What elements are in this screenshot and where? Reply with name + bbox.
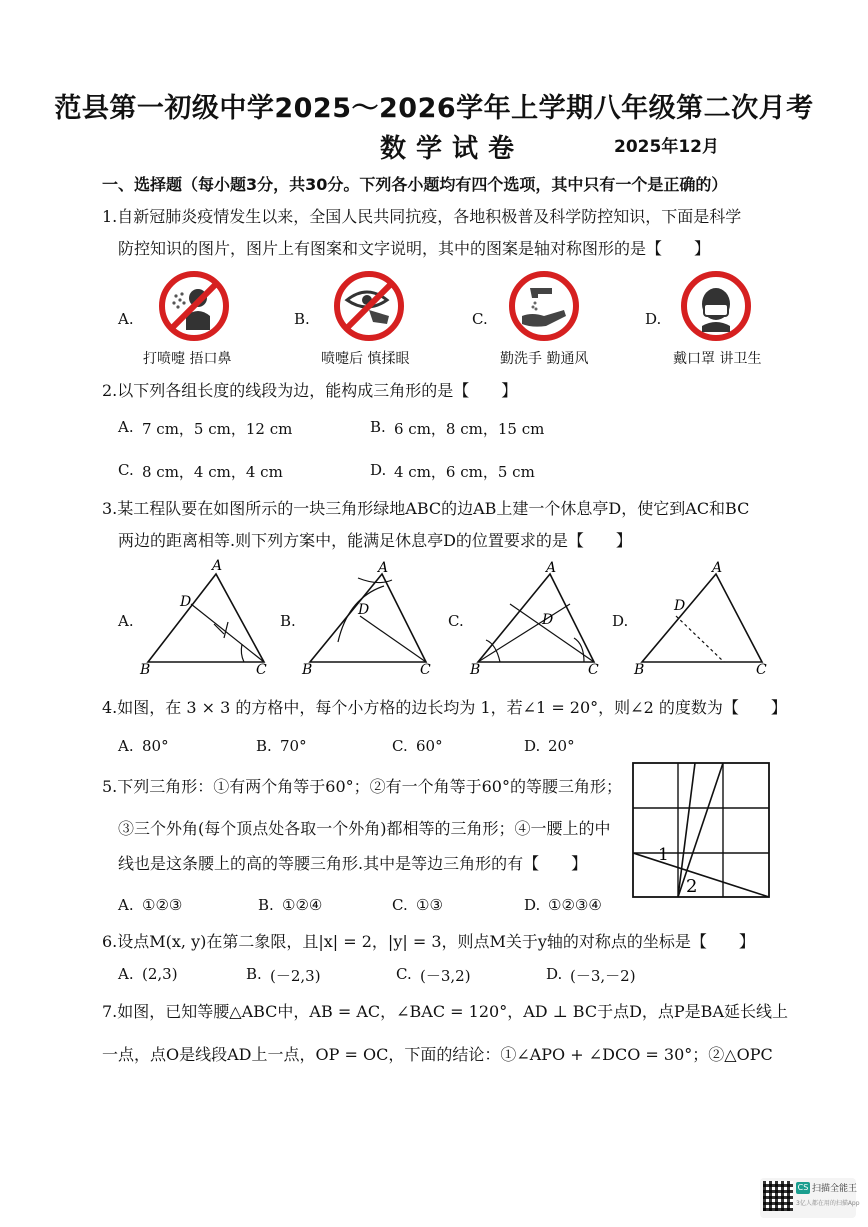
q3-line2: 两边的距离相等.则下列方案中，能满足休息亭D的位置要求的是【 】	[118, 531, 632, 550]
q3b-label-a: A	[378, 560, 389, 576]
q3a-label-c: C	[256, 662, 267, 678]
q1-caption-d: 戴口罩 讲卫生	[673, 351, 762, 367]
q6-option-c-text: (－3,2)	[420, 967, 471, 985]
q3b-label-c: C	[420, 662, 431, 678]
q1-line1: 1.自新冠肺炎疫情发生以来，全国人民共同抗疫，各地积极普及科学防控知识，下面是科学	[102, 207, 742, 226]
q1-line2: 防控知识的图片，图片上有图案和文字说明，其中的图案是轴对称图形的是【 】	[118, 239, 711, 258]
q4-option-a-text: 80°	[142, 737, 169, 755]
q3a-label-d: D	[180, 594, 192, 610]
q3d-label-a: A	[712, 560, 723, 576]
q4-option-a-letter: A.	[118, 737, 134, 755]
q5-option-b-text: ①②④	[282, 896, 323, 914]
mask-face-icon	[680, 270, 752, 342]
q5-option-d-text: ①②③④	[548, 896, 602, 914]
q5-line3: 线也是这条腰上的高的等腰三角形.其中是等边三角形的有【 】	[118, 854, 588, 873]
exam-date: 2025年12月	[614, 137, 719, 157]
q6-option-d-letter: D.	[546, 965, 563, 983]
no-sneeze-icon	[158, 270, 230, 342]
q3-figure-d	[632, 558, 772, 678]
q1-option-b-letter: B.	[294, 310, 310, 328]
q3-option-a-letter: A.	[118, 612, 134, 630]
q4-grid-figure	[630, 760, 772, 900]
q4-option-c-text: 60°	[416, 737, 443, 755]
q2-option-b-letter: B.	[370, 418, 386, 436]
q4-angle-1-label: 1	[658, 845, 669, 865]
q5-option-c-letter: C.	[392, 896, 408, 914]
q2-option-c-letter: C.	[118, 461, 134, 479]
q3c-label-a: A	[546, 560, 557, 576]
qr-code-icon	[763, 1181, 793, 1211]
q3c-label-b: B	[470, 662, 481, 678]
q6-option-b-text: (－2,3)	[270, 967, 321, 985]
hand-wash-icon	[508, 270, 580, 342]
q6-stem: 6.设点M(x, y)在第二象限，且|x| = 2，|y| = 3，则点M关于y轴的对称点的坐标是【 】	[102, 932, 755, 951]
q3-figure-b	[298, 558, 438, 678]
q2-option-d-letter: D.	[370, 461, 387, 479]
q4-angle-2-label: 2	[686, 876, 698, 897]
q6-option-d-text: (－3,－2)	[570, 967, 636, 985]
q5-option-a-letter: A.	[118, 896, 134, 914]
section-heading: 一、选择题（每小题3分，共30分。下列各小题均有四个选项，其中只有一个是正确的）	[102, 175, 728, 194]
q7-line1: 7.如图，已知等腰△ABC中，AB = AC，∠BAC = 120°，AD ⊥ BC于点D，点P是BA延长线上	[102, 1002, 788, 1021]
no-eye-rub-icon	[333, 270, 405, 342]
exam-title: 范县第一初级中学2025～2026学年上学期八年级第二次月考	[54, 93, 814, 124]
q3b-label-d: D	[358, 602, 370, 618]
q3d-label-c: C	[756, 662, 767, 678]
q1-caption-b: 喷嚏后 慎揉眼	[321, 351, 410, 367]
q5-option-c-text: ①③	[416, 896, 443, 914]
q3-figure-a	[136, 558, 276, 678]
q6-option-b-letter: B.	[246, 965, 262, 983]
q7-line2: 一点，点O是线段AD上一点，OP = OC，下面的结论：①∠APO + ∠DCO = 30°；②△OPC	[102, 1045, 773, 1064]
q1-caption-c: 勤洗手 勤通风	[500, 351, 589, 367]
scanner-brand: 扫描全能王	[812, 1184, 858, 1194]
q1-option-a-letter: A.	[118, 310, 134, 328]
q2-option-c-text: 8 cm，4 cm，4 cm	[142, 463, 283, 481]
q4-option-d-letter: D.	[524, 737, 541, 755]
q5-option-b-letter: B.	[258, 896, 274, 914]
q3-option-b-letter: B.	[280, 612, 296, 630]
q3-line1: 3.某工程队要在如图所示的一块三角形绿地ABC的边AB上建一个休息亭D，使它到AC和BC	[102, 499, 750, 518]
q2-option-d-text: 4 cm，6 cm，5 cm	[394, 463, 535, 481]
q4-option-b-letter: B.	[256, 737, 272, 755]
q1-caption-a: 打喷嚏 捂口鼻	[143, 351, 232, 367]
q5-option-d-letter: D.	[524, 896, 541, 914]
q5-line1: 5.下列三角形：①有两个角等于60°；②有一个角等于60°的等腰三角形；	[102, 777, 622, 796]
q3a-label-b: B	[140, 662, 151, 678]
q2-option-a-letter: A.	[118, 418, 134, 436]
q3a-label-a: A	[212, 558, 223, 574]
q4-option-b-text: 70°	[280, 737, 307, 755]
q3-option-c-letter: C.	[448, 612, 464, 630]
scanner-watermark	[760, 1178, 860, 1218]
q2-option-b-text: 6 cm，8 cm，15 cm	[394, 420, 545, 438]
q2-option-a-text: 7 cm，5 cm，12 cm	[142, 420, 293, 438]
q4-stem: 4.如图，在 3 × 3 的方格中，每个小方格的边长均为 1，若∠1 = 20°，则∠2 的度数为【 】	[102, 698, 787, 717]
q3c-label-d: D	[542, 612, 554, 628]
q3-figure-c	[466, 558, 606, 678]
q2-stem: 2.以下列各组长度的线段为边，能构成三角形的是【 】	[102, 381, 518, 400]
q1-option-d-letter: D.	[645, 310, 662, 328]
q3d-label-d: D	[674, 598, 686, 614]
q3d-label-b: B	[634, 662, 645, 678]
exam-subtitle: 数学试卷	[380, 134, 525, 164]
q6-option-a-letter: A.	[118, 965, 134, 983]
scanner-tagline: 3亿人都在用的扫描App	[796, 1200, 860, 1207]
q3b-label-b: B	[302, 662, 313, 678]
q5-line2: ③三个外角(每个顶点处各取一个外角)都相等的三角形；④一腰上的中	[118, 819, 611, 838]
q4-option-d-text: 20°	[548, 737, 575, 755]
q6-option-c-letter: C.	[396, 965, 412, 983]
q4-option-c-letter: C.	[392, 737, 408, 755]
scanner-badge: CS	[797, 1183, 809, 1192]
q3-option-d-letter: D.	[612, 612, 629, 630]
q5-option-a-text: ①②③	[142, 896, 183, 914]
q1-option-c-letter: C.	[472, 310, 488, 328]
q3c-label-c: C	[588, 662, 599, 678]
q6-option-a-text: (2,3)	[142, 965, 178, 983]
